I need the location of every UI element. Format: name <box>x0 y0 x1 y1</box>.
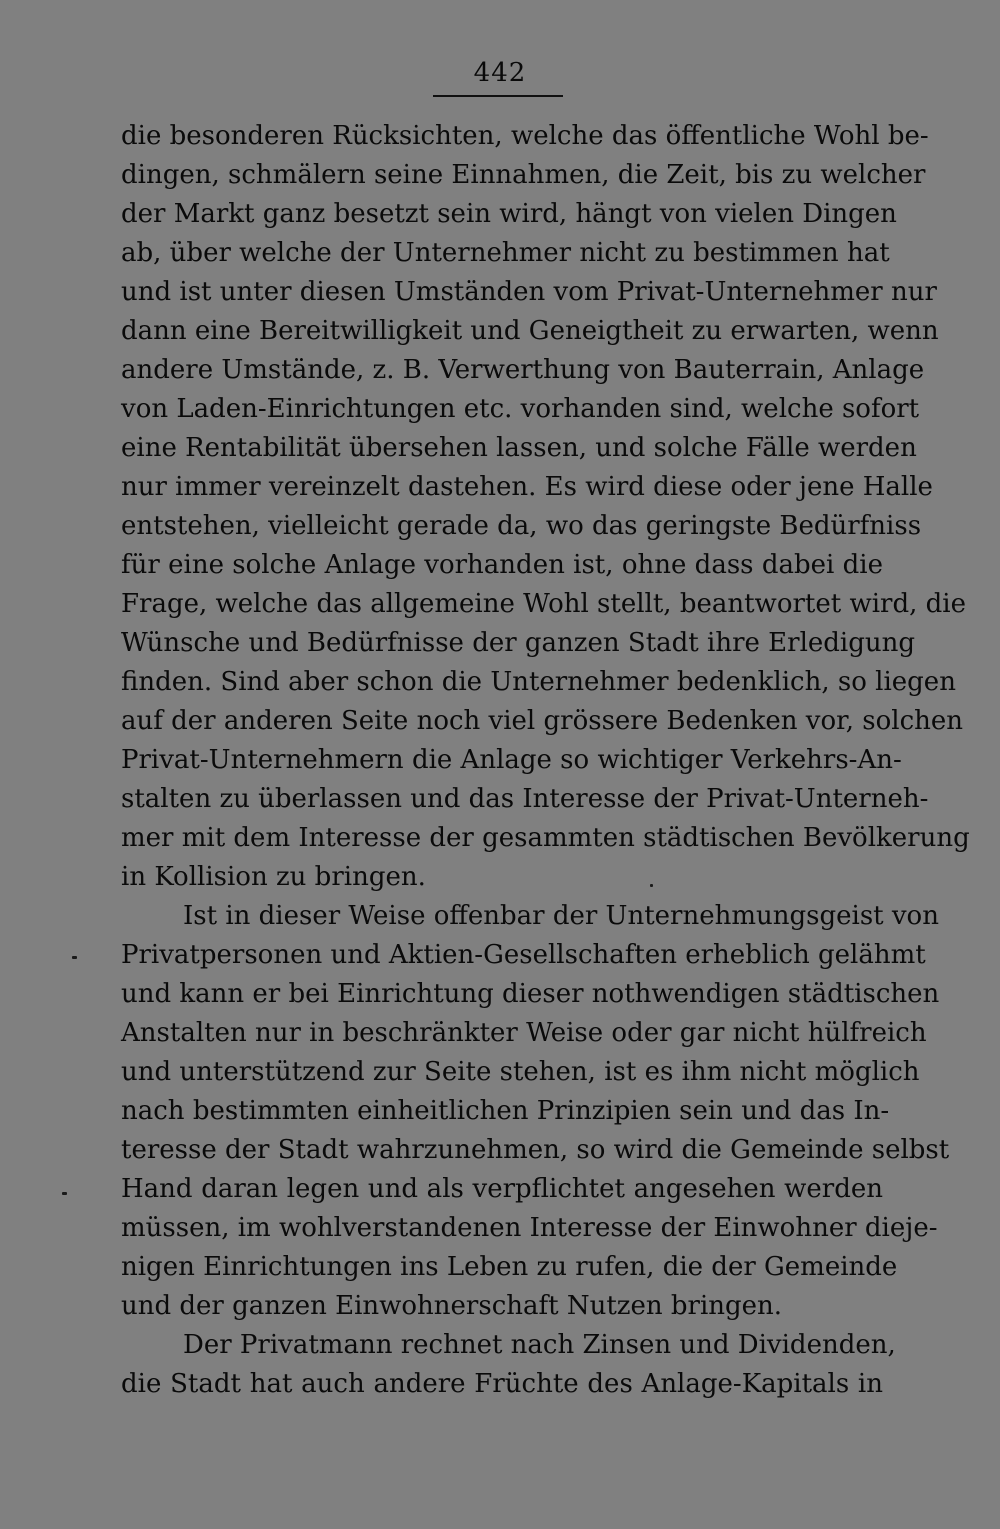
text-line: eine Rentabilität übersehen lassen, und solche Fälle werden <box>121 433 917 463</box>
text-line: stalten zu überlassen und das Interesse der Privat-Unterneh- <box>121 784 929 814</box>
scan-speck <box>72 956 77 959</box>
text-line: der Markt ganz besetzt sein wird, hängt von vielen Dingen <box>121 199 897 229</box>
text-line: mer mit dem Interesse der gesammten städtischen Bevölkerung <box>121 823 970 853</box>
text-line: entstehen, vielleicht gerade da, wo das geringste Bedürfniss <box>121 511 922 541</box>
text-line: Privatpersonen und Aktien-Gesellschaften erheblich gelähmt <box>121 940 926 970</box>
text-line: Privat-Unternehmern die Anlage so wichtiger Verkehrs-An- <box>121 745 902 775</box>
text-line: Hand daran legen und als verpflichtet angesehen werden <box>121 1174 883 1204</box>
text-line: nach bestimmten einheitlichen Prinzipien sein und das In- <box>121 1096 890 1126</box>
text-line: die Stadt hat auch andere Früchte des Anlage-Kapitals in <box>121 1369 883 1399</box>
text-line: auf der anderen Seite noch viel grössere Bedenken vor, solchen <box>121 706 964 736</box>
text-line: dingen, schmälern seine Einnahmen, die Zeit, bis zu welcher <box>121 160 926 190</box>
text-line: und unterstützend zur Seite stehen, ist es ihm nicht möglich <box>121 1057 920 1087</box>
text-line: von Laden-Einrichtungen etc. vorhanden sind, welche sofort <box>121 394 920 424</box>
paragraph-start-line: Der Privatmann rechnet nach Zinsen und Dividenden, <box>183 1330 896 1360</box>
text-line: Anstalten nur in beschränkter Weise oder gar nicht hülfreich <box>121 1018 927 1048</box>
text-line: teresse der Stadt wahrzunehmen, so wird die Gemeinde selbst <box>121 1135 950 1165</box>
page-number: 442 <box>473 58 527 88</box>
text-line: müssen, im wohlverstandenen Interesse der Einwohner dieje- <box>121 1213 938 1243</box>
text-line: die besonderen Rücksichten, welche das öffentliche Wohl be- <box>121 121 929 151</box>
text-line: nigen Einrichtungen ins Leben zu rufen, die der Gemeinde <box>121 1252 898 1282</box>
text-line: Frage, welche das allgemeine Wohl stellt, beantwortet wird, die <box>121 589 966 619</box>
scan-speck <box>650 884 653 887</box>
header-rule <box>433 95 563 97</box>
text-line: ab, über welche der Unternehmer nicht zu bestimmen hat <box>121 238 890 268</box>
body-text <box>121 117 970 1404</box>
text-line: dann eine Bereitwilligkeit und Geneigtheit zu erwarten, wenn <box>121 316 939 346</box>
text-line: und kann er bei Einrichtung dieser nothwendigen städtischen <box>121 979 940 1009</box>
paragraph-start-line: Ist in dieser Weise offenbar der Unternehmungsgeist von <box>183 901 939 931</box>
text-line: für eine solche Anlage vorhanden ist, ohne dass dabei die <box>121 550 883 580</box>
paragraph-end-line: in Kollision zu bringen. <box>121 862 426 892</box>
text-line: Wünsche und Bedürfnisse der ganzen Stadt ihre Erledigung <box>121 628 916 658</box>
text-line: nur immer vereinzelt dastehen. Es wird diese oder jene Halle <box>121 472 933 502</box>
paragraph-end-line: und der ganzen Einwohnerschaft Nutzen bringen. <box>121 1291 783 1321</box>
text-line: und ist unter diesen Umständen vom Privat-Unternehmer nur <box>121 277 937 307</box>
scan-speck <box>62 1192 67 1195</box>
text-line: finden. Sind aber schon die Unternehmer bedenklich, so liegen <box>121 667 956 697</box>
text-line: andere Umstände, z. B. Verwerthung von Bauterrain, Anlage <box>121 355 925 385</box>
